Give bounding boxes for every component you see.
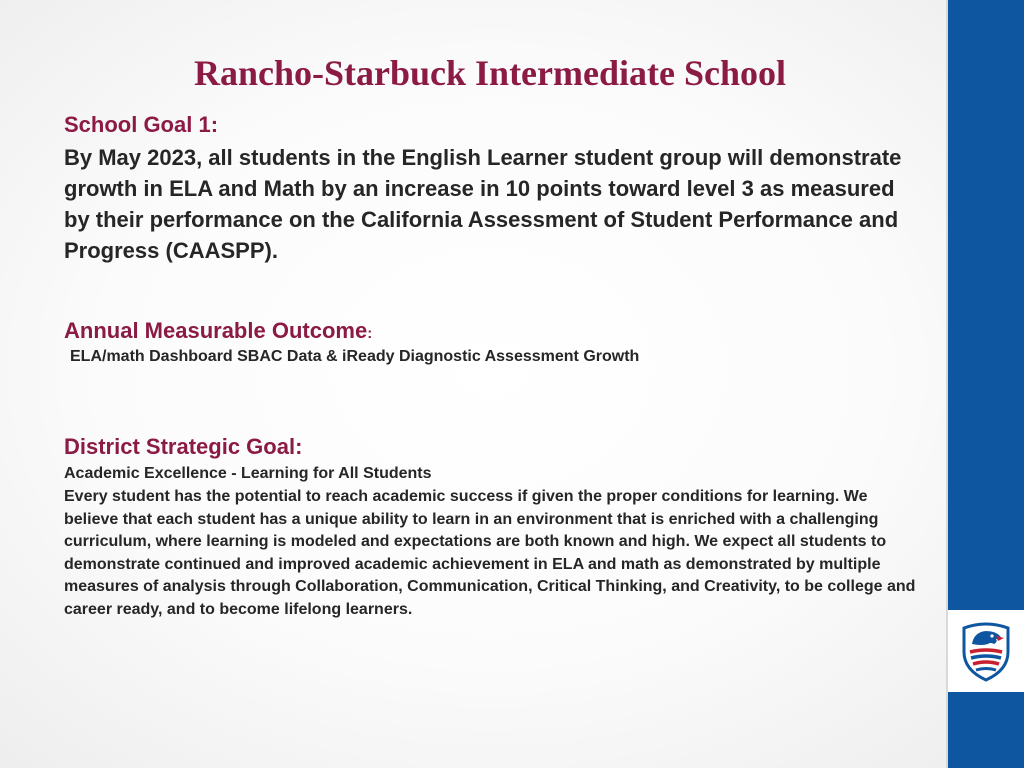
district-goal-heading: District Strategic Goal: [64,434,303,459]
annual-outcome-heading [64,318,372,344]
annual-outcome-colon: : [367,325,373,342]
annual-outcome-text: ELA/math Dashboard SBAC Data & iReady Diagnostic Assessment Growth [70,348,640,365]
district-goal-text: Every student has the potential to reach academic success if given the proper conditions for learning. We believe that each student has a unique ability to learn in an environment that is enriched with a challenging curriculum, where learning is modeled and expectations are both known and high. We expect all students to demonstrate continued and improved academic achievement in ELA and math as demonstrated by multiple measures of analysis through Collaboration, Communication, Critical Thinking, and Creativity, to be college and career ready, and to become lifelong learners. [64,488,916,618]
eagle-shield-logo-icon [958,622,1014,682]
annual-outcome-heading-text: Annual Measurable Outcome [64,318,368,343]
school-goal-text: By May 2023, all students in the English Learner student group will demonstrate growth in ELA and Math by an increase in 10 points toward level 3 as measured by their performance on the California Assessment of Student Performance and Progress (CAASPP). [64,145,902,263]
district-goal-subheading: Academic Excellence - Learning for All Students [64,465,432,482]
school-title: Rancho-Starbuck Intermediate School [194,53,786,93]
logo-box [948,610,1024,692]
school-goal-heading: School Goal 1: [64,112,219,137]
